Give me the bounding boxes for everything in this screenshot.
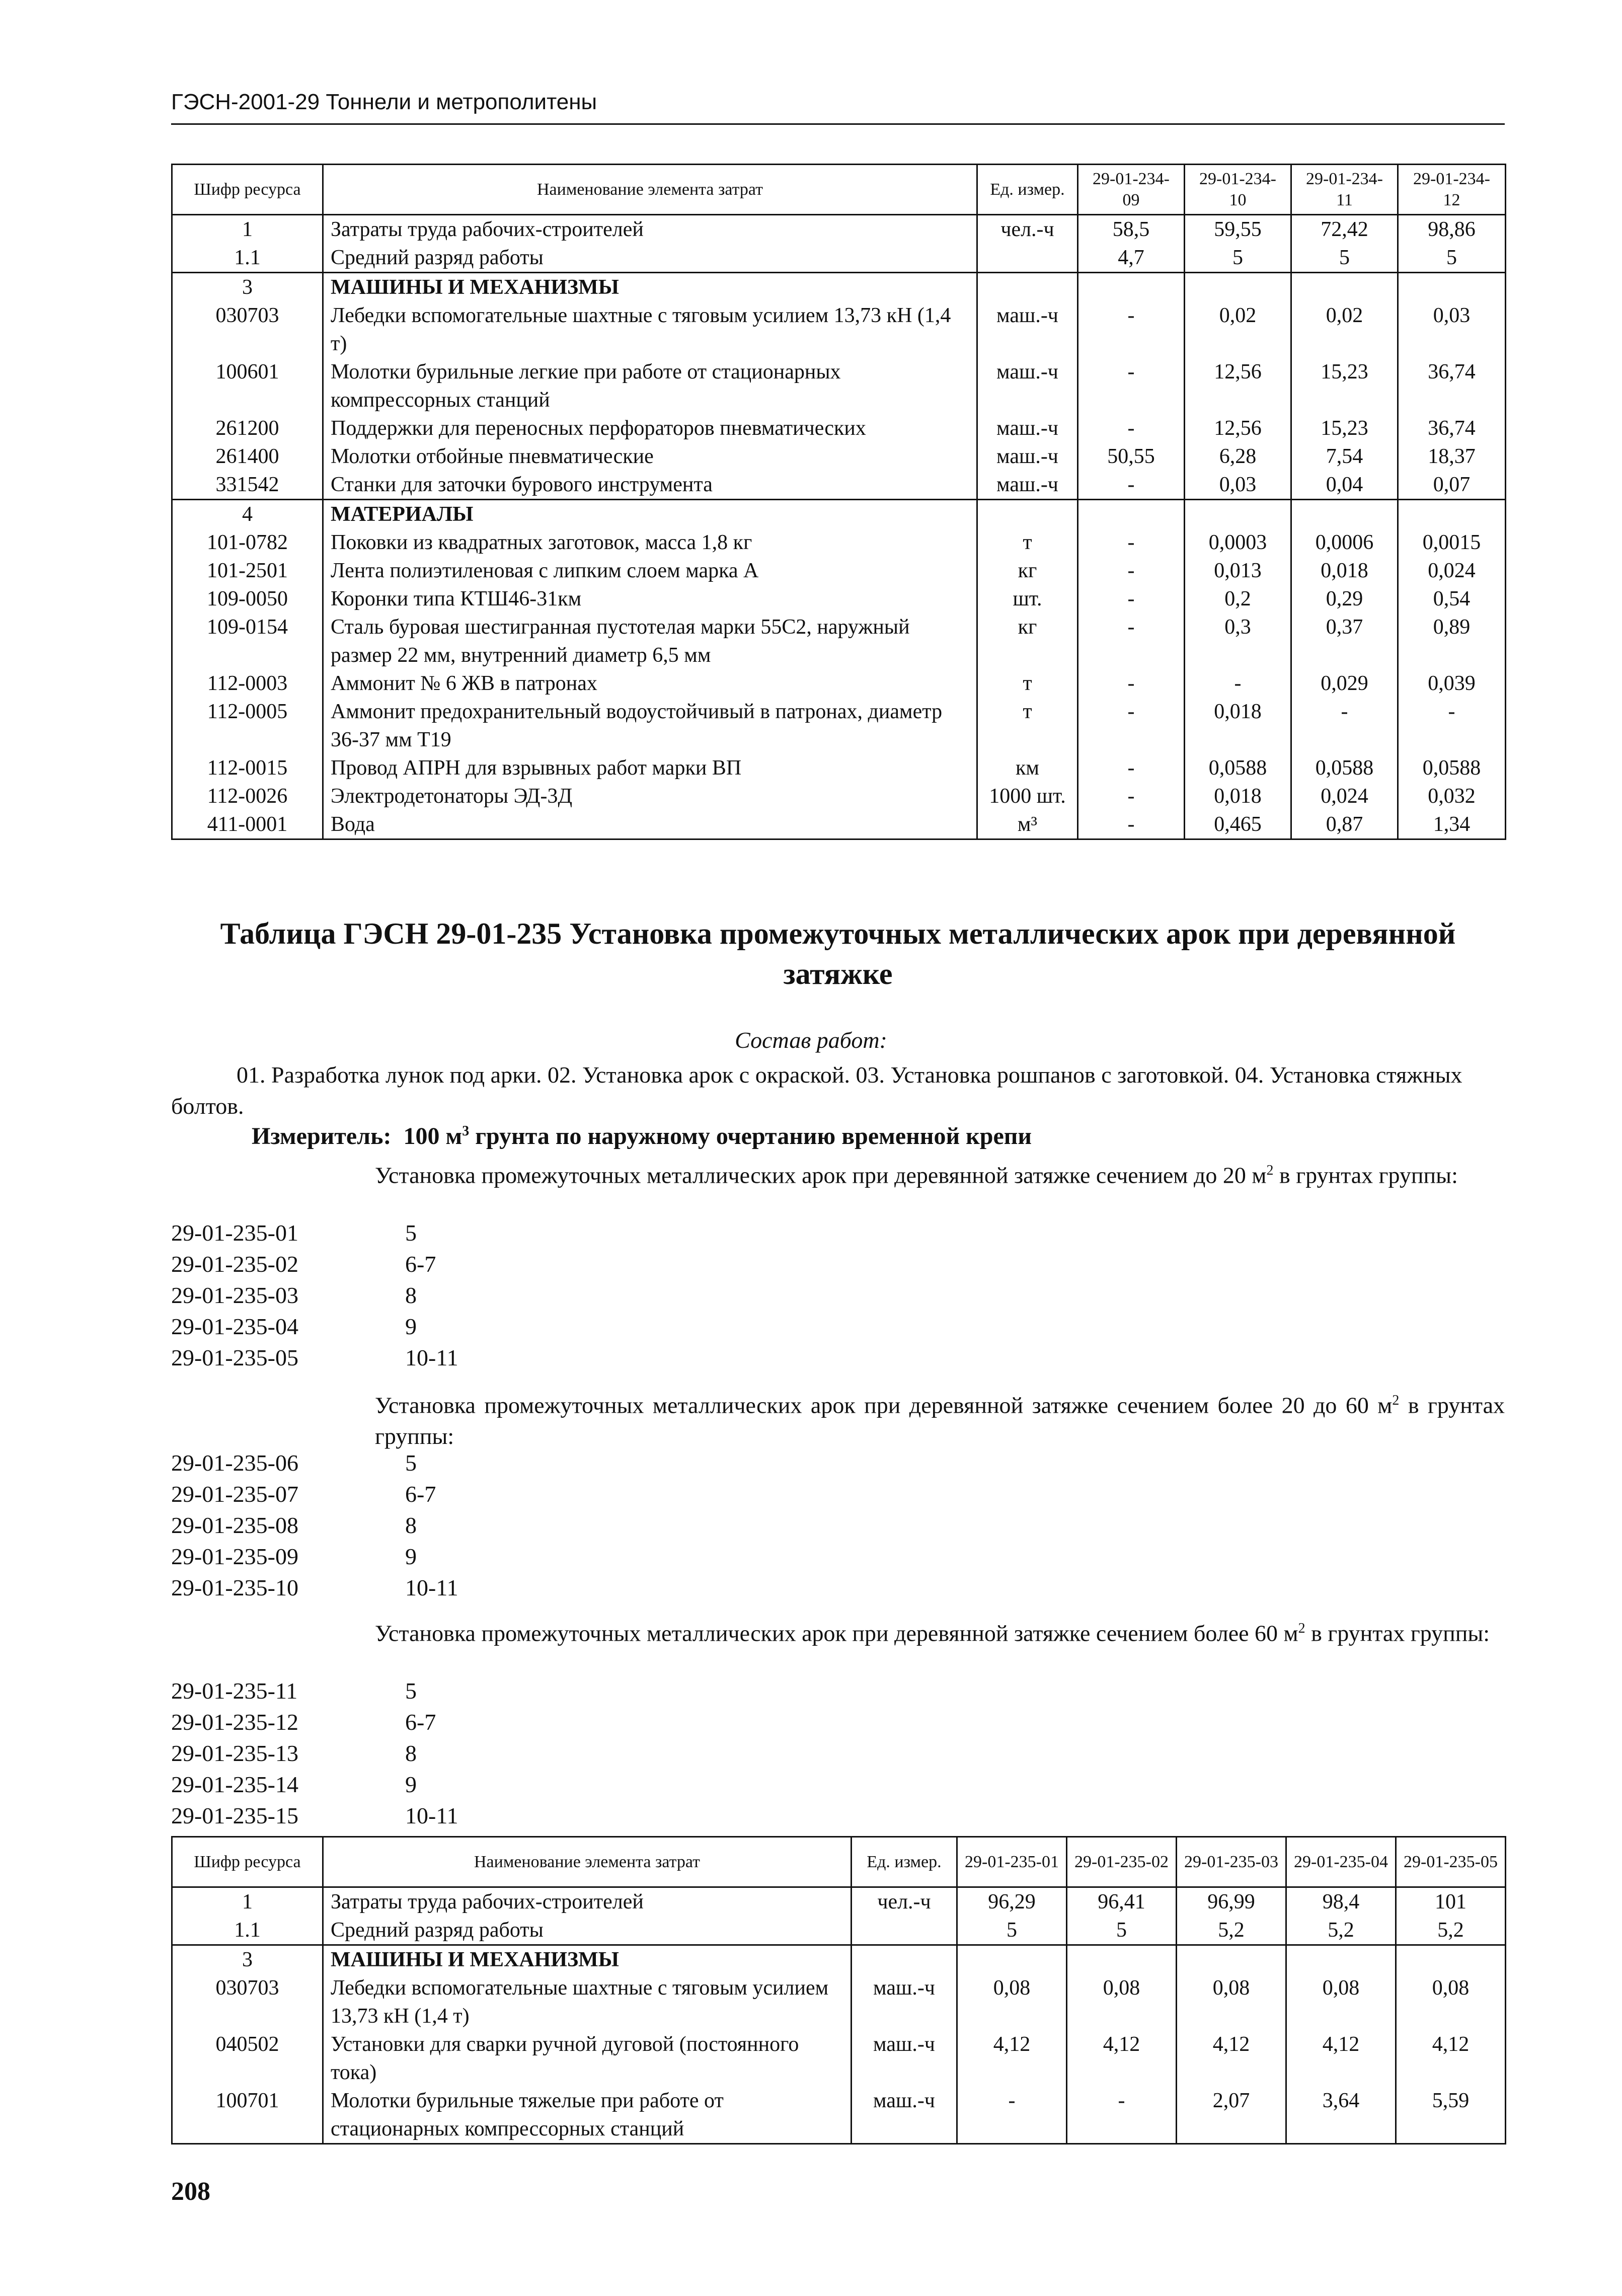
col-header: 29-01-234-12 bbox=[1398, 165, 1506, 215]
soil-group: 9 bbox=[405, 1314, 417, 1339]
norm-value: 101 bbox=[1396, 1887, 1506, 1917]
resource-code: 261400 bbox=[172, 442, 323, 471]
norm-value: - bbox=[1291, 698, 1398, 754]
norm-value: 0,08 bbox=[1177, 1974, 1286, 2030]
norm-value: - bbox=[1078, 782, 1185, 810]
resource-unit: маш.-ч bbox=[852, 2030, 957, 2087]
norm-value: - bbox=[1398, 698, 1506, 754]
norm-value: 0,87 bbox=[1291, 810, 1398, 839]
izmeritel-label: Измеритель: bbox=[252, 1123, 392, 1150]
resource-unit: т bbox=[977, 698, 1078, 754]
resource-name: Аммонит № 6 ЖВ в патронах bbox=[323, 669, 977, 698]
norm-value: 15,23 bbox=[1291, 414, 1398, 442]
norm-code-row bbox=[171, 1769, 417, 1800]
norm-value: 4,7 bbox=[1078, 244, 1185, 273]
norm-code-row bbox=[171, 1510, 417, 1541]
resource-unit: маш.-ч bbox=[977, 442, 1078, 471]
izmeritel-value bbox=[403, 1123, 1032, 1150]
norm-value: 0,0006 bbox=[1291, 528, 1398, 557]
resource-code: 112-0015 bbox=[172, 754, 323, 782]
norm-value: 0,03 bbox=[1185, 471, 1291, 500]
group-caption bbox=[375, 1613, 1505, 1649]
norm-value: 0,02 bbox=[1291, 301, 1398, 358]
resource-unit bbox=[977, 273, 1078, 302]
norm-value: - bbox=[1078, 810, 1185, 839]
norm-value: 0,2 bbox=[1185, 585, 1291, 613]
resource-table-235 bbox=[171, 1836, 1506, 2145]
norm-value: - bbox=[957, 2087, 1067, 2144]
resource-unit: чел.-ч bbox=[852, 1887, 957, 1917]
table-row bbox=[172, 244, 1506, 273]
norm-value: 0,3 bbox=[1185, 613, 1291, 669]
norm-value: 0,018 bbox=[1185, 782, 1291, 810]
norm-value: 0,013 bbox=[1185, 557, 1291, 585]
norm-code: 29-01-235-10 bbox=[171, 1575, 298, 1600]
norm-value: 36,74 bbox=[1398, 358, 1506, 414]
norm-value: 4,12 bbox=[1286, 2030, 1396, 2087]
norm-value bbox=[1177, 1945, 1286, 1974]
resource-unit: маш.-ч bbox=[852, 2087, 957, 2144]
norm-value: 50,55 bbox=[1078, 442, 1185, 471]
resource-code: 100701 bbox=[172, 2087, 323, 2144]
resource-name: Молотки отбойные пневматические bbox=[323, 442, 977, 471]
norm-code: 29-01-235-14 bbox=[171, 1772, 298, 1797]
caption-sup: 2 bbox=[1298, 1621, 1305, 1636]
col-header: Наименование элемента затрат bbox=[323, 1837, 852, 1887]
resource-code: 1.1 bbox=[172, 1916, 323, 1945]
norm-value: - bbox=[1078, 613, 1185, 669]
col-header: 29-01-235-04 bbox=[1286, 1837, 1396, 1887]
soil-group: 10-11 bbox=[405, 1345, 458, 1370]
resource-name: Средний разряд работы bbox=[323, 1916, 852, 1945]
norm-value: 98,86 bbox=[1398, 215, 1506, 244]
col-header: Шифр ресурса bbox=[172, 1837, 323, 1887]
soil-group: 5 bbox=[405, 1220, 417, 1246]
norm-value: 5 bbox=[957, 1916, 1067, 1945]
header-divider bbox=[171, 123, 1505, 125]
resource-code: 1 bbox=[172, 1887, 323, 1917]
table-row bbox=[172, 1974, 1506, 2030]
norm-code: 29-01-235-07 bbox=[171, 1481, 298, 1507]
resource-code: 112-0003 bbox=[172, 669, 323, 698]
norm-code: 29-01-235-13 bbox=[171, 1740, 298, 1766]
norm-value: 96,29 bbox=[957, 1887, 1067, 1917]
table-row bbox=[172, 557, 1506, 585]
norm-value: 5,2 bbox=[1286, 1916, 1396, 1945]
norm-value: - bbox=[1078, 698, 1185, 754]
resource-code: 1 bbox=[172, 215, 323, 244]
resource-name: Затраты труда рабочих-строителей bbox=[323, 215, 977, 244]
norm-value: 2,07 bbox=[1177, 2087, 1286, 2144]
sostav-heading: Состав работ: bbox=[735, 1027, 887, 1053]
norm-code-row bbox=[171, 1707, 436, 1738]
izmeritel bbox=[252, 1122, 1510, 1150]
norm-value: 5 bbox=[1185, 244, 1291, 273]
norm-value bbox=[1078, 273, 1185, 302]
resource-unit: м³ bbox=[977, 810, 1078, 839]
resource-name: Провод АПРН для взрывных работ марки ВП bbox=[323, 754, 977, 782]
norm-code-row bbox=[171, 1447, 417, 1479]
norm-value: 7,54 bbox=[1291, 442, 1398, 471]
resource-name: Установки для сварки ручной дуговой (постоянного тока) bbox=[323, 2030, 852, 2087]
norm-code-row bbox=[171, 1738, 417, 1769]
caption-sup: 2 bbox=[1266, 1163, 1274, 1178]
norm-value: 0,37 bbox=[1291, 613, 1398, 669]
norm-value: - bbox=[1078, 669, 1185, 698]
table-row bbox=[172, 442, 1506, 471]
norm-value: - bbox=[1078, 301, 1185, 358]
table-row bbox=[172, 414, 1506, 442]
resource-name: Молотки бурильные тяжелые при работе от стационарных компрессорных станций bbox=[323, 2087, 852, 2144]
norm-value: 0,0015 bbox=[1398, 528, 1506, 557]
resource-code: 100601 bbox=[172, 358, 323, 414]
norm-value: 59,55 bbox=[1185, 215, 1291, 244]
norm-code: 29-01-235-09 bbox=[171, 1544, 298, 1569]
norm-value: 0,08 bbox=[1286, 1974, 1396, 2030]
resource-unit bbox=[977, 500, 1078, 529]
norm-value: 0,08 bbox=[1067, 1974, 1177, 2030]
norm-value bbox=[1398, 273, 1506, 302]
resource-code: 040502 bbox=[172, 2030, 323, 2087]
norm-value: 0,024 bbox=[1291, 782, 1398, 810]
resource-code: 3 bbox=[172, 273, 323, 302]
table-row bbox=[172, 301, 1506, 358]
resource-code: 112-0005 bbox=[172, 698, 323, 754]
norm-value: 4,12 bbox=[1067, 2030, 1177, 2087]
resource-name: Лебедки вспомогательные шахтные с тяговым усилием 13,73 кН (1,4 т) bbox=[323, 301, 977, 358]
norm-code: 29-01-235-04 bbox=[171, 1314, 298, 1339]
resource-code: 331542 bbox=[172, 471, 323, 500]
table-row bbox=[172, 810, 1506, 839]
caption-rest: в грунтах группы: bbox=[375, 1392, 1505, 1449]
resource-unit bbox=[852, 1916, 957, 1945]
caption-text: Установка промежуточных металлических арок при деревянной затяжке сечением более 20 до 60 м bbox=[375, 1392, 1393, 1418]
resource-name: Поддержки для переносных перфораторов пневматических bbox=[323, 414, 977, 442]
table-body bbox=[172, 1887, 1506, 2144]
norm-code-row bbox=[171, 1311, 417, 1342]
table-row bbox=[172, 273, 1506, 302]
resource-unit: кг bbox=[977, 557, 1078, 585]
resource-unit: маш.-ч bbox=[977, 414, 1078, 442]
resource-unit: т bbox=[977, 528, 1078, 557]
caption-sup: 2 bbox=[1392, 1393, 1400, 1408]
norm-code: 29-01-235-06 bbox=[171, 1450, 298, 1476]
norm-value: - bbox=[1078, 754, 1185, 782]
norm-value: 0,0588 bbox=[1185, 754, 1291, 782]
page-number: 208 bbox=[171, 2177, 210, 2206]
caption-text: Установка промежуточных металлических арок при деревянной затяжке сечением более 60 м bbox=[375, 1620, 1298, 1646]
norm-value: 5,2 bbox=[1177, 1916, 1286, 1945]
norm-code: 29-01-235-08 bbox=[171, 1512, 298, 1538]
norm-value: 98,4 bbox=[1286, 1887, 1396, 1917]
norm-value: 96,41 bbox=[1067, 1887, 1177, 1917]
norm-value: - bbox=[1078, 358, 1185, 414]
resource-unit bbox=[852, 1945, 957, 1974]
norm-value: 0,0003 bbox=[1185, 528, 1291, 557]
table-row bbox=[172, 1916, 1506, 1945]
resource-name: Аммонит предохранительный водоустойчивый в патронах, диаметр 36-37 мм Т19 bbox=[323, 698, 977, 754]
norm-code: 29-01-235-12 bbox=[171, 1709, 298, 1735]
resource-unit: шт. bbox=[977, 585, 1078, 613]
norm-value: - bbox=[1078, 557, 1185, 585]
norm-code-row bbox=[171, 1675, 417, 1707]
group-caption bbox=[375, 1155, 1505, 1191]
norm-value: 5 bbox=[1398, 244, 1506, 273]
norm-value bbox=[1185, 273, 1291, 302]
norm-value: - bbox=[1078, 414, 1185, 442]
norm-value: 0,04 bbox=[1291, 471, 1398, 500]
norm-value: 5 bbox=[1291, 244, 1398, 273]
norm-value: 0,0588 bbox=[1291, 754, 1398, 782]
group-caption bbox=[375, 1385, 1505, 1452]
soil-group: 9 bbox=[405, 1544, 417, 1569]
izmeritel-value-sup: 3 bbox=[462, 1123, 470, 1139]
soil-group: 5 bbox=[405, 1678, 417, 1704]
resource-unit bbox=[977, 244, 1078, 273]
norm-code-row bbox=[171, 1217, 417, 1249]
norm-value: 96,99 bbox=[1177, 1887, 1286, 1917]
norm-code: 29-01-235-05 bbox=[171, 1345, 298, 1370]
norm-value: 4,12 bbox=[1396, 2030, 1506, 2087]
norm-value: 12,56 bbox=[1185, 414, 1291, 442]
norm-value: 36,74 bbox=[1398, 414, 1506, 442]
norm-value: - bbox=[1078, 585, 1185, 613]
norm-value: 3,64 bbox=[1286, 2087, 1396, 2144]
table-row bbox=[172, 698, 1506, 754]
resource-code: 109-0050 bbox=[172, 585, 323, 613]
resource-name: Станки для заточки бурового инструмента bbox=[323, 471, 977, 500]
norm-value: 0,032 bbox=[1398, 782, 1506, 810]
norm-value: 0,029 bbox=[1291, 669, 1398, 698]
resource-name: Вода bbox=[323, 810, 977, 839]
resource-code: 261200 bbox=[172, 414, 323, 442]
table-row bbox=[172, 2030, 1506, 2087]
norm-value: 5,2 bbox=[1396, 1916, 1506, 1945]
col-header: 29-01-234-11 bbox=[1291, 165, 1398, 215]
norm-code: 29-01-235-03 bbox=[171, 1282, 298, 1308]
norm-value bbox=[1291, 273, 1398, 302]
soil-group: 8 bbox=[405, 1740, 417, 1766]
norm-value bbox=[1398, 500, 1506, 529]
resource-code: 030703 bbox=[172, 1974, 323, 2030]
resource-unit: т bbox=[977, 669, 1078, 698]
sostav-text: 01. Разработка лунок под арки. 02. Установка арок с окраской. 03. Установка рошпанов с заготовкой. 04. Установка стяжных болтов. bbox=[171, 1062, 1462, 1119]
norm-value: 4,12 bbox=[1177, 2030, 1286, 2087]
resource-name: Лебедки вспомогательные шахтные с тяговым усилием 13,73 кН (1,4 т) bbox=[323, 1974, 852, 2030]
resource-code: 411-0001 bbox=[172, 810, 323, 839]
caption-rest: в грунтах группы: bbox=[1273, 1162, 1458, 1188]
col-header: 29-01-235-05 bbox=[1396, 1837, 1506, 1887]
resource-unit: кг bbox=[977, 613, 1078, 669]
norm-value: 5 bbox=[1067, 1916, 1177, 1945]
table-row bbox=[172, 754, 1506, 782]
table-row bbox=[172, 585, 1506, 613]
resource-name: МАТЕРИАЛЫ bbox=[323, 500, 977, 529]
resource-unit: маш.-ч bbox=[977, 471, 1078, 500]
caption-rest: в грунтах группы: bbox=[1305, 1620, 1490, 1646]
col-header: Ед. измер. bbox=[977, 165, 1078, 215]
soil-group: 8 bbox=[405, 1512, 417, 1538]
resource-code: 030703 bbox=[172, 301, 323, 358]
soil-group: 5 bbox=[405, 1450, 417, 1476]
table-row bbox=[172, 471, 1506, 500]
resource-unit: чел.-ч bbox=[977, 215, 1078, 244]
resource-unit: маш.-ч bbox=[977, 301, 1078, 358]
resource-name: МАШИНЫ И МЕХАНИЗМЫ bbox=[323, 1945, 852, 1974]
norm-value bbox=[1291, 500, 1398, 529]
norm-code-row bbox=[171, 1572, 458, 1603]
table-row bbox=[172, 1945, 1506, 1974]
soil-group: 10-11 bbox=[405, 1575, 458, 1600]
izmeritel-value-text: 100 м bbox=[403, 1123, 462, 1150]
norm-value bbox=[957, 1945, 1067, 1974]
norm-value: - bbox=[1185, 669, 1291, 698]
soil-group: 6-7 bbox=[405, 1709, 436, 1735]
resource-code: 109-0154 bbox=[172, 613, 323, 669]
resource-table-234 bbox=[171, 164, 1506, 840]
norm-value: 6,28 bbox=[1185, 442, 1291, 471]
norm-value: 0,024 bbox=[1398, 557, 1506, 585]
col-header: 29-01-235-01 bbox=[957, 1837, 1067, 1887]
norm-value: 0,07 bbox=[1398, 471, 1506, 500]
norm-code-row bbox=[171, 1479, 436, 1510]
norm-value: 1,34 bbox=[1398, 810, 1506, 839]
resource-unit: маш.-ч bbox=[852, 1974, 957, 2030]
resource-name: МАШИНЫ И МЕХАНИЗМЫ bbox=[323, 273, 977, 302]
norm-value: 0,08 bbox=[1396, 1974, 1506, 2030]
table-row bbox=[172, 1887, 1506, 1917]
norm-value: - bbox=[1078, 528, 1185, 557]
col-header: Шифр ресурса bbox=[172, 165, 323, 215]
col-header: 29-01-235-02 bbox=[1067, 1837, 1177, 1887]
norm-value: 0,54 bbox=[1398, 585, 1506, 613]
norm-value: - bbox=[1078, 471, 1185, 500]
resource-unit: маш.-ч bbox=[977, 358, 1078, 414]
norm-value: 0,89 bbox=[1398, 613, 1506, 669]
resource-name: Коронки типа КТШ46-31км bbox=[323, 585, 977, 613]
caption-text: Установка промежуточных металлических арок при деревянной затяжке сечением до 20 м bbox=[375, 1162, 1267, 1188]
resource-name: Молотки бурильные легкие при работе от стационарных компрессорных станций bbox=[323, 358, 977, 414]
norm-value: 18,37 bbox=[1398, 442, 1506, 471]
table-row bbox=[172, 782, 1506, 810]
norm-value: 12,56 bbox=[1185, 358, 1291, 414]
resource-name: Сталь буровая шестигранная пустотелая марки 55С2, наружный размер 22 мм, внутренний диаметр 6,5 мм bbox=[323, 613, 977, 669]
norm-value bbox=[1185, 500, 1291, 529]
table-row bbox=[172, 613, 1506, 669]
resource-unit: 1000 шт. bbox=[977, 782, 1078, 810]
norm-value: 58,5 bbox=[1078, 215, 1185, 244]
resource-name: Электродетонаторы ЭД-3Д bbox=[323, 782, 977, 810]
resource-name: Затраты труда рабочих-строителей bbox=[323, 1887, 852, 1917]
norm-value bbox=[1396, 1945, 1506, 1974]
norm-value: - bbox=[1067, 2087, 1177, 2144]
norm-value: 0,018 bbox=[1185, 698, 1291, 754]
norm-value: 0,0588 bbox=[1398, 754, 1506, 782]
norm-value: 4,12 bbox=[957, 2030, 1067, 2087]
col-header: Ед. измер. bbox=[852, 1837, 957, 1887]
norm-code: 29-01-235-15 bbox=[171, 1803, 298, 1828]
resource-name: Поковки из квадратных заготовок, масса 1,8 кг bbox=[323, 528, 977, 557]
norm-code-row bbox=[171, 1249, 436, 1280]
izmeritel-value-rest: грунта по наружному очертанию временной крепи bbox=[469, 1123, 1032, 1150]
resource-code: 1.1 bbox=[172, 244, 323, 273]
norm-value: 0,02 bbox=[1185, 301, 1291, 358]
norm-code-row bbox=[171, 1541, 417, 1572]
norm-value bbox=[1286, 1945, 1396, 1974]
table-row bbox=[172, 669, 1506, 698]
table-row bbox=[172, 215, 1506, 244]
resource-code: 101-2501 bbox=[172, 557, 323, 585]
norm-code-row bbox=[171, 1800, 458, 1831]
resource-unit: км bbox=[977, 754, 1078, 782]
norm-value: 0,039 bbox=[1398, 669, 1506, 698]
norm-value: 72,42 bbox=[1291, 215, 1398, 244]
norm-value: 5,59 bbox=[1396, 2087, 1506, 2144]
table-row bbox=[172, 2087, 1506, 2144]
col-header: 29-01-234-09 bbox=[1078, 165, 1185, 215]
norm-code-row bbox=[171, 1280, 417, 1311]
table-title: Таблица ГЭСН 29-01-235 Установка промежуточных металлических арок при деревянной затяжке bbox=[220, 917, 1456, 990]
norm-value: 0,018 bbox=[1291, 557, 1398, 585]
norm-code: 29-01-235-01 bbox=[171, 1220, 298, 1246]
resource-name: Лента полиэтиленовая с липким слоем марка А bbox=[323, 557, 977, 585]
table-row bbox=[172, 500, 1506, 529]
soil-group: 8 bbox=[405, 1282, 417, 1308]
norm-value: 0,03 bbox=[1398, 301, 1506, 358]
col-header: 29-01-234-10 bbox=[1185, 165, 1291, 215]
resource-code: 3 bbox=[172, 1945, 323, 1974]
running-header: ГЭСН-2001-29 Тоннели и метрополитены bbox=[171, 90, 597, 114]
table-row bbox=[172, 528, 1506, 557]
soil-group: 6-7 bbox=[405, 1481, 436, 1507]
soil-group: 10-11 bbox=[405, 1803, 458, 1828]
norm-value: 0,08 bbox=[957, 1974, 1067, 2030]
norm-value: 0,465 bbox=[1185, 810, 1291, 839]
norm-value bbox=[1078, 500, 1185, 529]
soil-group: 6-7 bbox=[405, 1251, 436, 1277]
resource-code: 101-0782 bbox=[172, 528, 323, 557]
norm-code: 29-01-235-11 bbox=[171, 1678, 298, 1704]
soil-group: 9 bbox=[405, 1772, 417, 1797]
col-header: Наименование элемента затрат bbox=[323, 165, 977, 215]
resource-code: 112-0026 bbox=[172, 782, 323, 810]
resource-code: 4 bbox=[172, 500, 323, 529]
norm-code-row bbox=[171, 1342, 458, 1373]
norm-value: 15,23 bbox=[1291, 358, 1398, 414]
resource-name: Средний разряд работы bbox=[323, 244, 977, 273]
norm-value: 0,29 bbox=[1291, 585, 1398, 613]
table-body bbox=[172, 215, 1506, 839]
norm-code: 29-01-235-02 bbox=[171, 1251, 298, 1277]
col-header: 29-01-235-03 bbox=[1177, 1837, 1286, 1887]
table-row bbox=[172, 358, 1506, 414]
norm-value bbox=[1067, 1945, 1177, 1974]
